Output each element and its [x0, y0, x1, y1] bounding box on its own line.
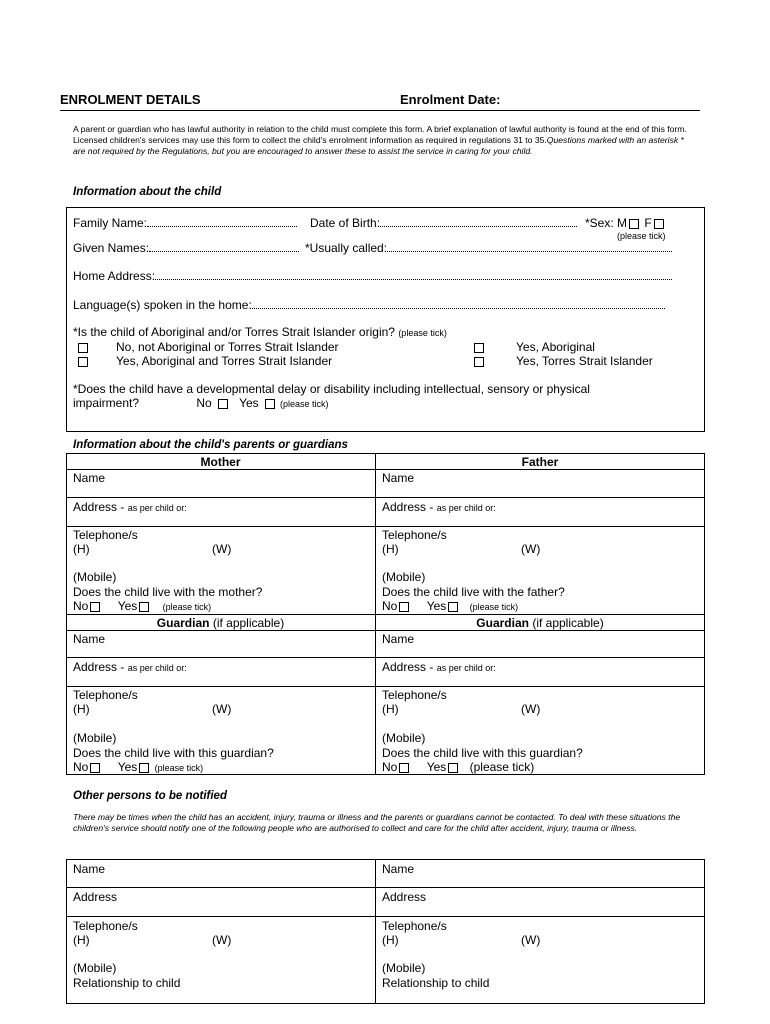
mother-home-phone[interactable]: (H): [73, 542, 90, 556]
live-with-father-options: [382, 599, 518, 613]
guardian-1-no-checkbox[interactable]: [90, 763, 100, 773]
live-with-guardian-1-options: [73, 760, 203, 774]
child-section-heading: Information about the child: [73, 186, 222, 198]
guardian-2-home-phone[interactable]: (H): [382, 702, 399, 716]
origin-option-1-checkbox[interactable]: [78, 343, 88, 353]
delay-no-checkbox[interactable]: [218, 399, 228, 409]
guardian-2-if-applicable: (if applicable): [532, 616, 604, 630]
other-2-home-phone[interactable]: (H): [382, 933, 399, 947]
mother-yes-checkbox[interactable]: [139, 602, 149, 612]
father-name-label[interactable]: Name: [382, 471, 415, 485]
given-names-label: Given Names:: [73, 241, 150, 255]
aboriginal-question-text: *Is the child of Aboriginal and/or Torres Strait Islander origin?: [73, 325, 395, 339]
other-1-telephone-label: Telephone/s: [73, 919, 138, 933]
origin-option-1-label: No, not Aboriginal or Torres Strait Islander: [116, 340, 339, 354]
mother-heading: Mother: [200, 455, 241, 469]
guardian-1-telephone-label: Telephone/s: [73, 688, 138, 702]
origin-option-2-label: Yes, Aboriginal: [516, 340, 595, 354]
other-2-address[interactable]: Address: [382, 890, 427, 904]
guardian-2-address-label[interactable]: [382, 660, 496, 674]
delay-impairment-label: impairment?: [73, 396, 140, 410]
guardian-2-as-per: as per child or:: [436, 663, 496, 673]
family-name-label: Family Name:: [73, 216, 148, 230]
other-1-relationship[interactable]: Relationship to child: [73, 976, 181, 990]
guardian-1-address-text: Address -: [73, 660, 128, 674]
intro-italic: Questions marked with an asterisk * are not required by the Regulations, but you are encouraged to answer these to assist the service in caring for your child.: [73, 135, 684, 156]
father-no-label: No: [382, 599, 398, 613]
others-explanation: There may be times when the child has an accident, injury, trauma or illness and the parents or guardians cannot be contacted. To deal with these situations the children's service should notify one of the following people who are authorised to collect and care for the child after accident, injury, trauma or illness.: [73, 812, 681, 833]
usually-called-label: *Usually called:: [305, 241, 388, 255]
form-title: ENROLMENT DETAILS: [60, 92, 201, 107]
guardian-2-heading-text: Guardian: [476, 616, 529, 630]
guardian-1-heading: [66, 616, 375, 630]
sex-row: [585, 216, 666, 230]
other-2-telephone-label: Telephone/s: [382, 919, 447, 933]
mother-telephone-label: Telephone/s: [73, 528, 138, 542]
mother-name-label[interactable]: Name: [73, 471, 106, 485]
guardian-1-yes-label: Yes: [117, 760, 138, 774]
delay-no-label: No: [196, 396, 212, 410]
mother-yes-label: Yes: [117, 599, 138, 613]
guardian-1-as-per: as per child or:: [127, 663, 187, 673]
other-2-relationship[interactable]: Relationship to child: [382, 976, 490, 990]
guardian-2-heading: [375, 616, 705, 630]
mother-no-checkbox[interactable]: [90, 602, 100, 612]
row-line: [66, 887, 705, 888]
other-2-mobile[interactable]: (Mobile): [382, 961, 426, 975]
guardian-2-please-tick: (please tick): [469, 760, 535, 774]
origin-option-3: [76, 354, 332, 368]
mother-mobile[interactable]: (Mobile): [73, 570, 117, 584]
guardian-2-mobile[interactable]: (Mobile): [382, 731, 426, 745]
guardian-1-work-phone[interactable]: (W): [212, 702, 232, 716]
other-1-home-phone[interactable]: (H): [73, 933, 90, 947]
language-label: Language(s) spoken in the home:: [73, 298, 252, 312]
guardian-2-no-label: No: [382, 760, 398, 774]
row-line: [66, 657, 705, 658]
family-name-field[interactable]: [147, 216, 297, 227]
other-2-work-phone[interactable]: (W): [521, 933, 541, 947]
delay-question-line2: [73, 396, 329, 410]
mother-work-phone[interactable]: (W): [212, 542, 232, 556]
father-heading: Father: [521, 455, 559, 469]
mother-address-text: Address -: [73, 500, 128, 514]
father-yes-checkbox[interactable]: [448, 602, 458, 612]
live-with-guardian-1-question: Does the child live with this guardian?: [73, 746, 274, 760]
other-1-mobile[interactable]: (Mobile): [73, 961, 117, 975]
father-address-text: Address -: [382, 500, 437, 514]
row-line: [66, 469, 705, 470]
origin-option-4-checkbox[interactable]: [474, 357, 484, 367]
father-mobile[interactable]: (Mobile): [382, 570, 426, 584]
row-line: [66, 916, 705, 917]
sex-please-tick: (please tick): [617, 231, 666, 241]
live-with-mother-question: Does the child live with the mother?: [73, 585, 263, 599]
other-1-name[interactable]: Name: [73, 862, 106, 876]
row-line: [66, 686, 705, 687]
father-telephone-label: Telephone/s: [382, 528, 447, 542]
sex-f-checkbox[interactable]: [654, 219, 664, 229]
given-names-row: [73, 241, 299, 255]
origin-option-4: [472, 354, 653, 368]
others-section-heading: Other persons to be notified: [73, 790, 227, 802]
mother-please-tick: (please tick): [162, 602, 212, 612]
others-divider: [375, 859, 376, 1004]
origin-option-2-checkbox[interactable]: [474, 343, 484, 353]
guardian-1-home-phone[interactable]: (H): [73, 702, 90, 716]
guardian-1-if-applicable: (if applicable): [212, 616, 285, 630]
delay-yes-label: Yes: [239, 396, 259, 410]
father-no-checkbox[interactable]: [399, 602, 409, 612]
father-home-phone[interactable]: (H): [382, 542, 399, 556]
origin-option-1: [76, 340, 339, 354]
guardian-2-telephone-label: Telephone/s: [382, 688, 447, 702]
aboriginal-question: [73, 325, 447, 339]
dob-field[interactable]: [380, 216, 577, 227]
sex-m-checkbox[interactable]: [629, 219, 639, 229]
live-with-father-question: Does the child live with the father?: [382, 585, 565, 599]
live-with-mother-options: [73, 599, 211, 613]
family-name-row: [73, 216, 297, 230]
other-1-address[interactable]: Address: [73, 890, 118, 904]
delay-yes-checkbox[interactable]: [265, 399, 275, 409]
guardian-1-mobile[interactable]: (Mobile): [73, 731, 117, 745]
guardian-2-address-text: Address -: [382, 660, 437, 674]
language-row: [73, 298, 665, 312]
other-2-name[interactable]: Name: [382, 862, 415, 876]
origin-option-4-label: Yes, Torres Strait Islander: [516, 354, 653, 368]
language-field[interactable]: [252, 298, 665, 309]
dob-row: [310, 216, 577, 230]
father-please-tick: (please tick): [469, 602, 519, 612]
home-address-label: Home Address:: [73, 269, 156, 283]
intro-regular: A parent or guardian who has lawful authority in relation to the child must complete this form. A brief explanation of lawful authority is found at the end of this form. Licensed children's services may use this form to collect the child's enrolment information as required in regulations 31 to 35.: [73, 124, 687, 145]
mother-no-label: No: [73, 599, 89, 613]
origin-option-3-checkbox[interactable]: [78, 357, 88, 367]
row-line: [66, 614, 705, 615]
father-work-phone[interactable]: (W): [521, 542, 541, 556]
home-address-field[interactable]: [155, 269, 672, 280]
aboriginal-please-tick: (please tick): [398, 328, 447, 338]
home-address-row: [73, 269, 672, 283]
row-line: [66, 526, 705, 527]
guardian-1-name-label[interactable]: Name: [73, 632, 106, 646]
sex-label: *Sex:: [585, 216, 614, 230]
guardian-2-work-phone[interactable]: (W): [521, 702, 541, 716]
origin-option-3-label: Yes, Aboriginal and Torres Strait Islander: [116, 354, 333, 368]
origin-option-2: [472, 340, 595, 354]
live-with-guardian-2-question: Does the child live with this guardian?: [382, 746, 583, 760]
mother-as-per: as per child or:: [127, 503, 187, 513]
guardian-1-no-label: No: [73, 760, 89, 774]
given-names-field[interactable]: [149, 241, 299, 252]
enrolment-date-label: Enrolment Date:: [400, 92, 501, 107]
mother-address-label[interactable]: [73, 500, 187, 514]
intro-text: [73, 124, 688, 157]
guardian-2-yes-label: Yes: [426, 760, 447, 774]
other-1-work-phone[interactable]: (W): [212, 933, 232, 947]
sex-m-label: M: [617, 216, 628, 230]
parents-section-heading: Information about the child's parents or guardians: [73, 439, 348, 451]
live-with-guardian-2-options: [382, 760, 534, 774]
guardian-2-no-checkbox[interactable]: [399, 763, 409, 773]
guardian-2-yes-checkbox[interactable]: [448, 763, 458, 773]
father-as-per: as per child or:: [436, 503, 496, 513]
header-rule: [60, 110, 700, 111]
father-yes-label: Yes: [426, 599, 447, 613]
delay-please-tick: (please tick): [279, 399, 329, 409]
row-line: [66, 497, 705, 498]
usually-called-field[interactable]: [387, 241, 672, 252]
dob-label: Date of Birth:: [310, 216, 381, 230]
guardian-1-address-label[interactable]: [73, 660, 187, 674]
guardian-1-yes-checkbox[interactable]: [139, 763, 149, 773]
guardian-1-please-tick: (please tick): [154, 763, 204, 773]
row-line: [66, 630, 705, 631]
guardian-1-heading-text: Guardian: [156, 616, 210, 630]
usually-called-row: [305, 241, 672, 255]
delay-question-line1: *Does the child have a developmental delay or disability including intellectual, sensory or physical: [73, 382, 590, 396]
father-address-label[interactable]: [382, 500, 496, 514]
guardian-2-name-label[interactable]: Name: [382, 632, 415, 646]
sex-f-label: F: [644, 216, 652, 230]
